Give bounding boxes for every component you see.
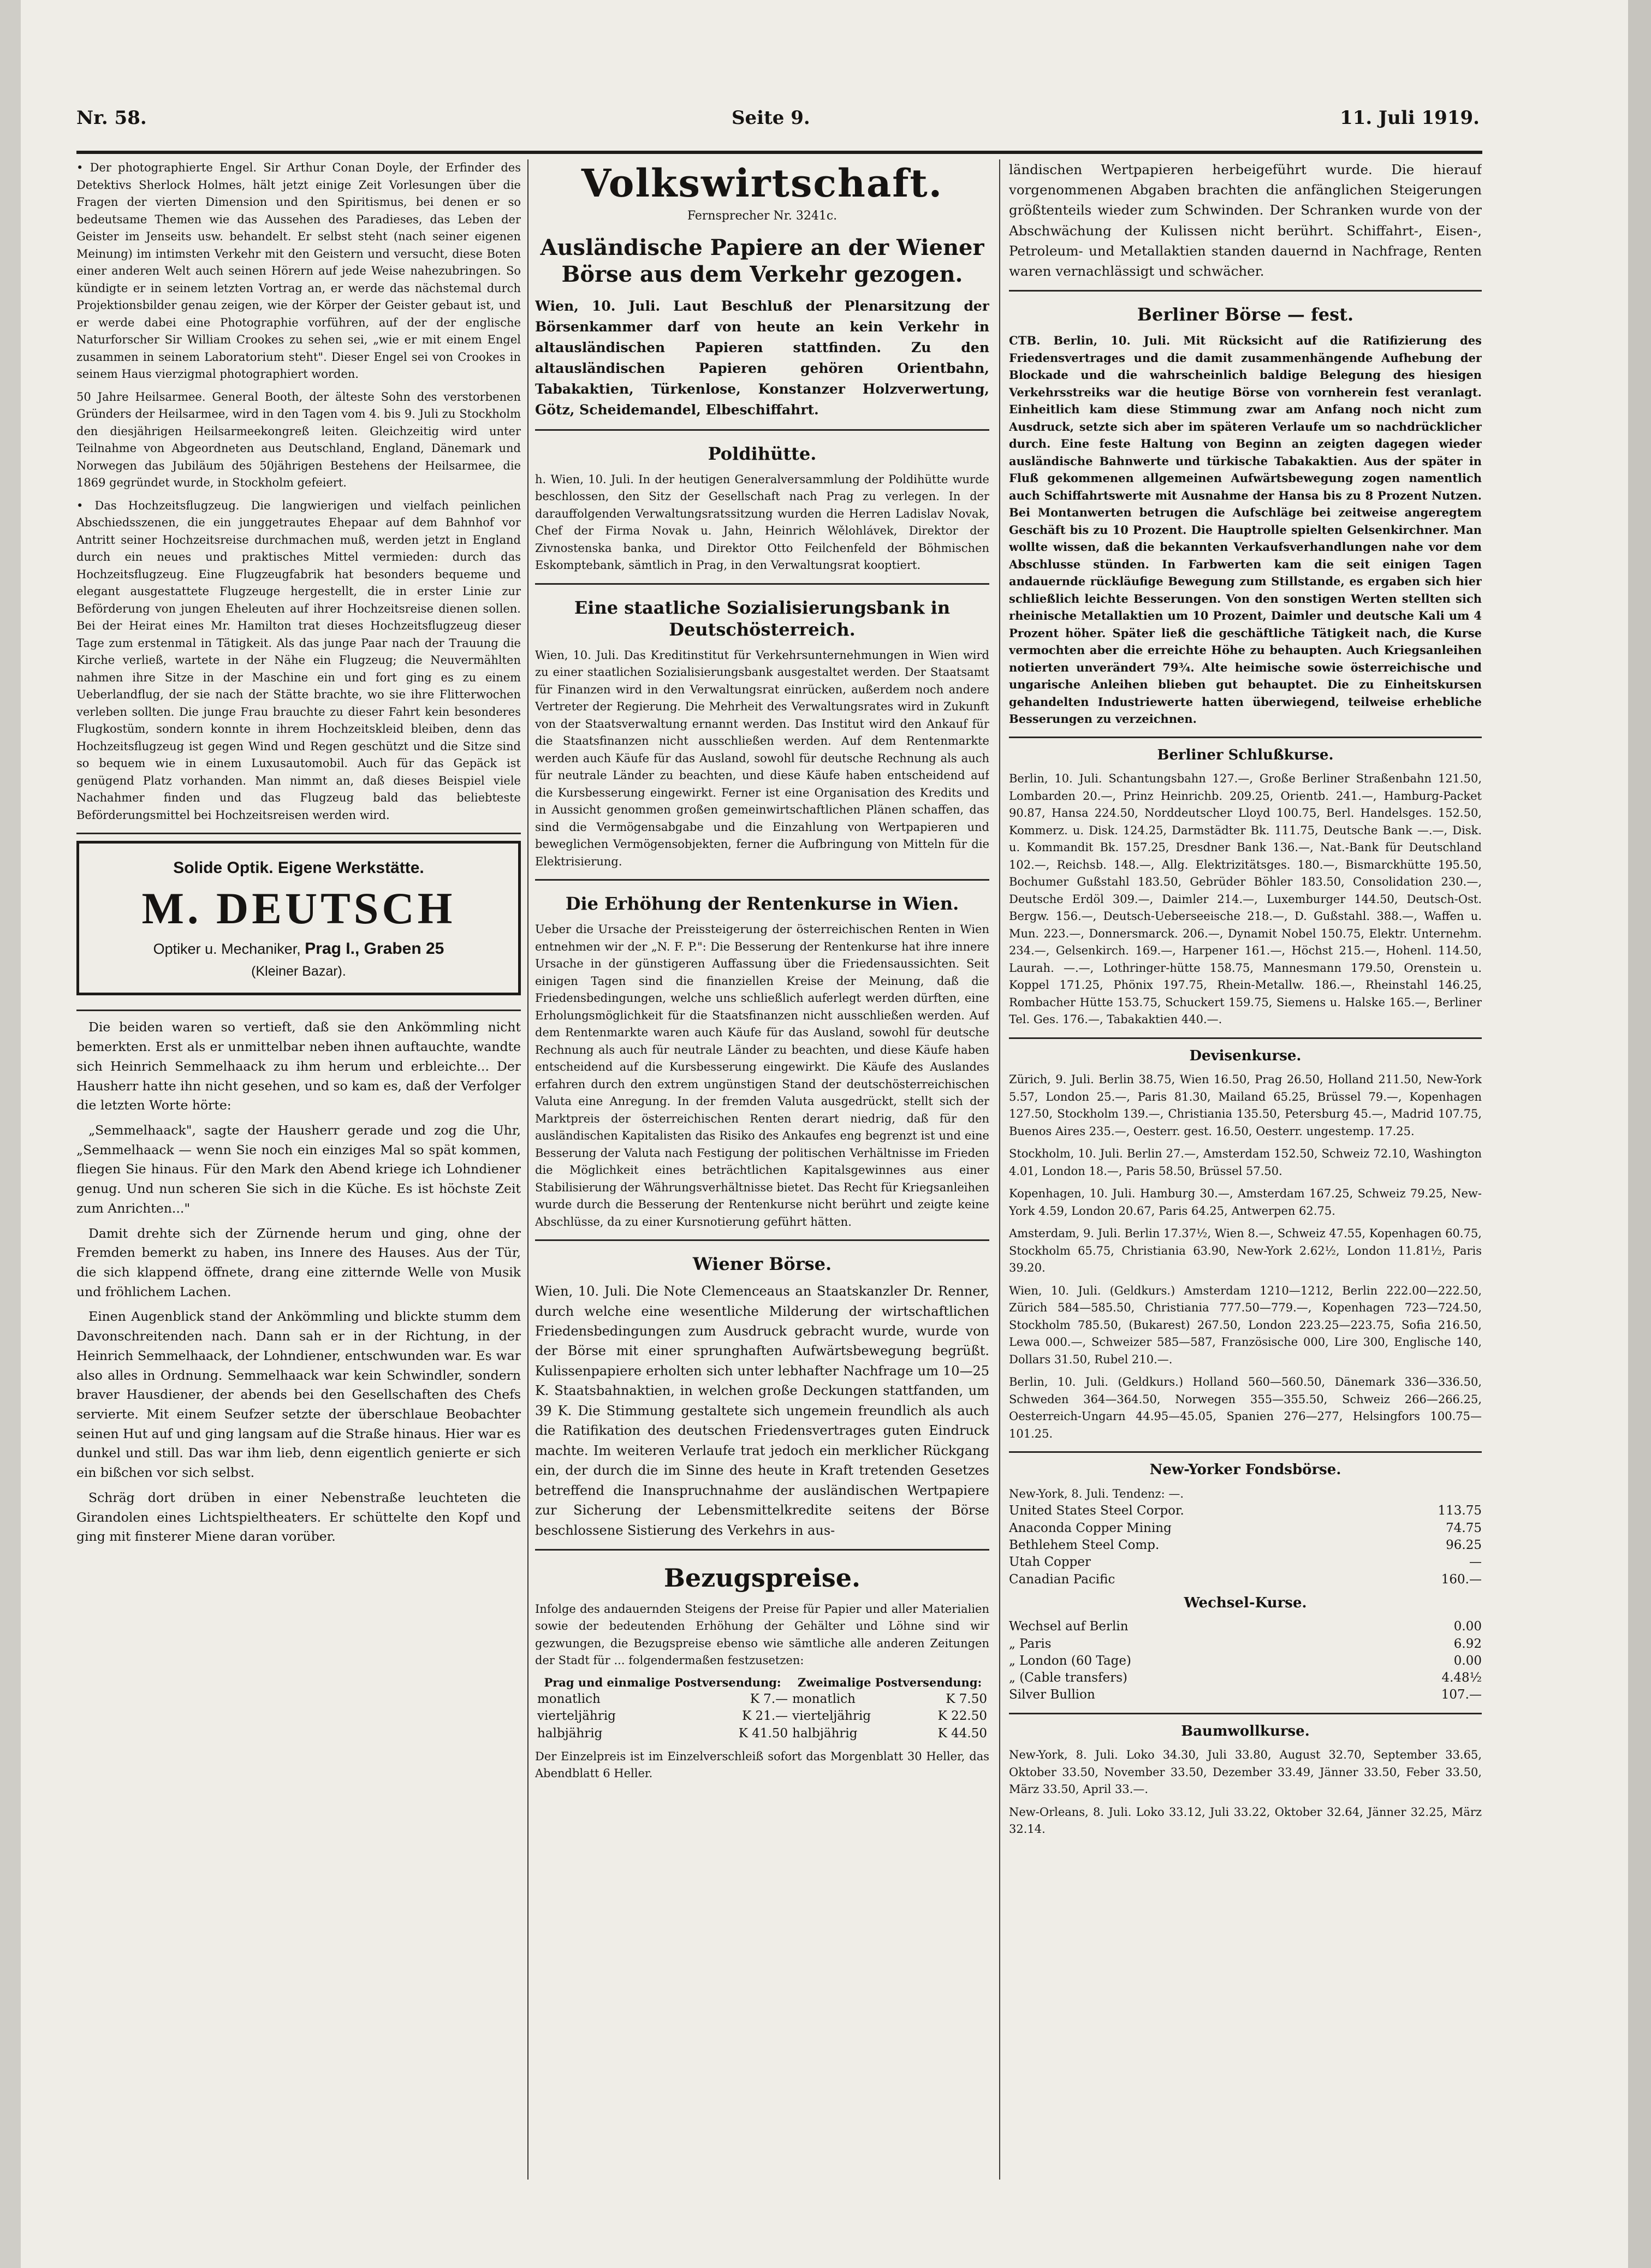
section-rule [76, 833, 521, 834]
article-sozialisierungsbank: Wien, 10. Juli. Das Kreditinstitut für Verkehrsunternehmungen in Wien wird zu einer staatlichen Sozialisierungsbank ausgestaltet werden. Der Staatsamt für Finanzen wird in den Verwaltungsrat einrücken, außerdem noch andere Vertreter der Regierung. Die Mehrheit des Verwaltungsrates wird in Zukunft von der Staatsverwaltung ernannt werden. Das Institut wird den Ankauf für die Staatsfinanzen nicht ausschließen werden. Auf dem Rentenmarkte werden auch Käufe für das Ausland, sowohl für deutsche Rechnung als auch für neutrale Länder zu beachten, und diese Käufe haben entscheidend auf die Kursbesserung eingewirkt. Ferner ist eine Organisation des Kredits und in Aussicht genommen großen gemeinwirtschaftlichen Plänen schaffen, das sind die Vermögensabgabe und die Einzahlung von Wertpapieren und beweglichen Vermögensobjekten, ferner die Aufbringung von Mitteln für die Elektrisierung. [535, 648, 989, 868]
headline-bezugspreise: Bezugspreise. [663, 1563, 861, 1593]
devisen-wien: Wien, 10. Juli. (Geldkurs.) Amsterdam 1210—1212, Berlin 222.00—222.50, Zürich 584—585.50, Christiania 777.50—779.—, Kopenhagen 723—724.50, Stockholm 785.50, (Bukarest) 267.50, London 223.25—223.75, Sofia 216.50, Lewa 000.—, Schweizer 585—587, Französische 000, Lire 300, Englische 140, Dollars 31.50, Rubel 210.—. [1009, 1284, 1482, 1366]
cotton-new-orleans: New-Orleans, 8. Juli. Loko 33.12, Juli 33.22, Oktober 32.64, Jänner 32.25, März 32.14. [1009, 1805, 1482, 1836]
section-rule [535, 1549, 989, 1551]
header-rule [76, 151, 1482, 154]
story-paragraph: Schräg dort drüben in einer Nebenstraße leuchteten die Girandolen eines Lichtspieltheaters. Er schüttelte den Kopf und ging mit finsterer Miene daran vorüber. [76, 1489, 521, 1545]
table-row: Bethlehem Steel Comp. 96.25 [1009, 1537, 1482, 1552]
ad-company-name: M. DEUTSCH [141, 883, 456, 933]
article-wiener-boerse: Wien, 10. Juli. Die Note Clemenceaus an Staatskanzler Dr. Renner, durch welche eine wesentliche Milderung der wirtschaftlichen Friedensbedingungen zum Ausdruck gebracht wurde, wurde von der Börse mit einer sprunghaften Aufwärtsbewegung begrüßt. Kulissenpapiere erholten sich unter lebhafter Nachfrage um 10—25 K. Staatsbahnaktien, in welchen große Deckungen stattfanden, um 39 K. Die Stimmung gestaltete sich ungemein freundlich als auch die Ratifikation des deutschen Friedensvertrages guten Eindruck machte. Im weiteren Verlaufe trat jedoch ein merklicher Rückgang ein, der durch die im Sinne des heute in Kraft tretenden Gesetzes betreffend die Inanspruchnahme der ausländischen Wertpapiere zur Sicherung der Lebensmittelkredite seitens der Börse beschlossene Sistierung des Verkehrs in aus- [535, 1284, 989, 1538]
story-paragraph: Einen Augenblick stand der Ankömmling und blickte stumm dem Davonschreitenden nach. Dann sah er in der Richtung, in der Heinrich Semmelhaack, der Lohndiener, entschwunden war. Es war also alles in Ordnung. Semmelhaack war kein Schwindler, sondern braver Hausdiener, der abends bei den Gesellschaften des Chefs servierte. Mit einem Seufzer setzte der überschlaue Beobachter seinen Hut auf und ging langsam auf die Straße hinaus. Hier war es dunkel und still. Das war ihm lieb, denn eigentlich genierte er sich ein bißchen vor sich selbst. [76, 1309, 521, 1481]
subscription-price-table [535, 1675, 989, 1743]
column-middle [535, 159, 989, 2190]
headline-auslaendische-papiere: Ausländische Papiere an der Wiener Börse aus dem Verkehr gezogen. [540, 234, 984, 287]
devisen-kopenhagen: Kopenhagen, 10. Juli. Hamburg 30.—, Amsterdam 167.25, Schweiz 79.25, New-York 4.59, London 20.67, Paris 64.25, Antwerpen 62.75. [1009, 1187, 1482, 1218]
table-row: „ Paris 6.92 [1009, 1636, 1482, 1651]
section-rule [535, 879, 989, 881]
column-separator-1 [527, 159, 528, 2180]
article-engel: • Der photographierte Engel. Sir Arthur Conan Doyle, der Erfinder des Detektivs Sherlock Holmes, hält jetzt einige Zeit Vorlesungen über die Fragen der vierten Dimension und den Spiritismus, bei denen er so bedeutsame Themen wie das Aussehen des Paradieses, das Leben der Geister im Jenseits usw. behandelt. Er selbst steht (nach seiner eigenen Meinung) im intimsten Verkehr mit den Geistern und versucht, diese Boten einer anderen Welt auch seinen Hörern auf jede Weise nahezubringen. So kündigte er in seinem letzten Vortrag an, er werde das nächstemal durch Projektionsbilder genau zeigen, wie der Körper der Geister gebaut ist, und er werde dabei eine Photographie vorführen, auf der der englische Naturforscher Sir William Crookes zu sehen sei, „wie er mit einem Engel zusammen in seinem Laboratorium steht". Dieser Engel sei von Crookes in seinem Haus vierzigmal photographiert worden. [76, 161, 521, 381]
headline-berliner-schlusskurse: Berliner Schlußkurse. [1157, 746, 1334, 763]
section-rule [76, 1010, 521, 1011]
table-row: „ (Cable transfers) 4.48½ [1009, 1671, 1482, 1685]
section-rule [1009, 737, 1482, 738]
article-hochzeitsflugzeug: • Das Hochzeitsflugzeug. Die langwierigen und vielfach peinlichen Abschiedsszenen, die ein junggetrautes Ehepaar auf dem Bahnhof vor Antritt seiner Hochzeitsreise durchmachen muß, werden jetzt in England durch ein neues und praktisches Mittel vermieden: durch das Hochzeitsflugzeug. Eine Flugzeugfabrik hat besonders bequeme und elegant ausgestattete Flugzeuge hergestellt, die in erster Linie zur Beförderung von jungen Eheleuten auf ihrer Hochzeitsreise dienen sollen. Bei der Heirat eines Mr. Hamilton trat dieses Hochzeitsflugzeug dieser Tage zum erstenmal in Tätigkeit. Als das junge Paar nach der Trauung die Kirche verließ, wartete in der Nähe ein Flugzeug; die Neuvermählten nahmen ihre Sitze in der Maschine ein und fort ging es zu einem Ueberlandflug, der sie nach der Stätte brachte, wo sie ihre Flitterwochen verleben sollten. Die junge Frau brauchte zu dieser Fahrt kein besonderes Flugkostüm, sondern konnte in ihrem Hochzeitskleid bleiben, denn das Hochzeitsflugzeug ist gegen Wind und Regen geschützt und die Sitze sind so bequem wie in einem Luxusautomobil. Auch für das Gepäck ist genügend Platz vorhanden. Man nimmt an, daß dieses Beispiel viele Nachahmer finden und das Flugzeug bald das beliebteste Beförderungsmittel bei Hochzeitsreisen werden wird. [76, 498, 521, 822]
headline-sozialisierungsbank: Eine staatliche Sozialisierungsbank in Deutschösterreich. [574, 597, 951, 640]
devisen-zuerich: Zürich, 9. Juli. Berlin 38.75, Wien 16.50, Prag 26.50, Holland 211.50, New-York 5.57, London 25.—, Paris 81.30, Mailand 65.25, Brüssel 79.—, Kopenhagen 127.50, Stockholm 139.—, Christiania 135.50, Petersburg 45.—, Madrid 107.75, Buenos Aires 235.—, Oesterr. gest. 16.50, Oesterr. ungestemp. 17.25. [1009, 1073, 1482, 1138]
ny-date-line: New-York, 8. Juli. Tendenz: —. [1009, 1487, 1184, 1500]
headline-baumwollkurse: Baumwollkurse. [1181, 1723, 1310, 1739]
headline-wechsel-kurse: Wechsel-Kurse. [1184, 1594, 1307, 1611]
article-auslaendische-papiere: Wien, 10. Juli. Laut Beschluß der Plenarsitzung der Börsenkammer darf von heute an kein Verkehr in altausländischen Papieren stattfinden. Zu den altausländischen Papieren gehören Orientbahn, Tabakaktien, Türkenlose, Konstanzer Holzverwertung, Götz, Scheidemandel, Elbeschiffahrt. [535, 298, 989, 418]
devisen-berlin: Berlin, 10. Juli. (Geldkurs.) Holland 560—560.50, Dänemark 336—336.50, Schweden 364—364.50, Norwegen 355—355.50, Schweiz 266—266.25, Oesterreich-Ungarn 44.95—45.05, Spanien 276—277, Helsingfors 100.75—101.25. [1009, 1375, 1482, 1440]
section-rule [1009, 1713, 1482, 1714]
section-rule [1009, 1451, 1482, 1453]
column-right [1009, 159, 1482, 2190]
table-row: Utah Copper — [1009, 1555, 1482, 1570]
ad-address: Optiker u. Mechaniker, Prag I., Graben 25 [153, 939, 444, 958]
table-row: „ London (60 Tage) 0.00 [1009, 1653, 1482, 1668]
story-paragraph: Die beiden waren so vertieft, daß sie den Ankömmling nicht bemerkten. Erst als er unmittelbar neben ihnen auftauchte, wandte sich Heinrich Semmelhaack zu ihm herum und erbleichte... Der Hausherr hatte ihn nicht gesehen, und so kam es, daß der Verfolger die letzten Worte hörte: [76, 1019, 521, 1113]
devisen-amsterdam: Amsterdam, 9. Juli. Berlin 17.37½, Wien 8.—, Schweiz 47.55, Kopenhagen 60.75, Stockholm 65.75, Christiania 63.90, New-York 2.62½, London 11.81½, Paris 39.20. [1009, 1227, 1482, 1275]
article-wiener-boerse-continued: ländischen Wertpapieren herbeigeführt wurde. Die hierauf vorgenommenen Abgaben brachten die anfänglichen Steigerungen größtenteils wieder zum Schwinden. Der Schranken wurde von der Abschwächung der Kulissen nicht berührt. Schiffahrt-, Eisen-, Petroleum- und Metallaktien standen dauernd in Nachfrage, Renten waren vernachlässigt und schwächer. [1009, 162, 1482, 280]
table-row: United States Steel Corpor. 113.75 [1009, 1504, 1482, 1518]
story-paragraph: Damit drehte sich der Zürnende herum und ging, ohne der Fremden bemerkt zu haben, ins Innere des Hauses. Aus der Tür, die sich klappend öffnete, drang eine zitternde Welle von Musik und fröhlichem Lachen. [76, 1225, 521, 1299]
table-row: Canadian Pacific 160.— [1009, 1572, 1482, 1587]
section-rule [1009, 1037, 1482, 1039]
ad-location: (Kleiner Bazar). [251, 964, 346, 979]
article-berliner-boerse: CTB. Berlin, 10. Juli. Mit Rücksicht auf die Ratifizierung des Friedensvertrages und die damit zusammenhängende Aufhebung der Blockade und die wahrscheinlich baldige Belegung des hiesigen Verkehrsstreiks war die heutige Börse von vornherein fest veranlagt. Einheitlich kam diese Stimmung zwar am Anfang noch nicht zum Ausdruck, setzte sich aber im späteren Verlaufe um so nachdrücklicher durch. Eine feste Haltung von Beginn an zeigten dagegen wieder ausländische Bahnwerte und türkische Tabakaktien. Aus der später in Fluß gekommenen allgemeinen Aufwärtsbewegung zogen namentlich auch Schiffahrtswerte mit Ausnahme der Hansa bis zu 8 Prozent Nutzen. Bei Montanwerten betrugen die Aufschläge bei zeitweise angeregtem Geschäft bis zu 10 Prozent. Die Hauptrolle spielten Gelsenkirchner. Man wollte wissen, daß die bekannten Verkaufsverhandlungen nahe vor dem Abschlusse stünden. In Farbwerten kam die seit einigen Tagen andauernde rückläufige Bewegung zum Stillstande, es ergaben sich hier schließlich leichte Besserungen. Von den sonstigen Werten stellten sich rheinische Metallaktien um 10 Prozent, Daimler und deutsche Kali um 4 Prozent höher. Später ließ die geschäftliche Tätigkeit nach, die Kurse vermochten aber die erreichte Höhe zu behaupten. Auch Kriegsanleihen notierten unverändert 79¾. Alte heimische sowie österreichische und ungarische Anleihen blieben gut behauptet. Die zu Einheitskursen gehandelten Industriewerte hatten überwiegend, teilweise erhebliche Besserungen zu verzeichnen. [1009, 334, 1482, 726]
headline-devisenkurse: Devisenkurse. [1189, 1047, 1302, 1064]
page-edge-left [0, 0, 21, 2268]
article-berliner-schlusskurse: Berlin, 10. Juli. Schantungsbahn 127.—, Große Berliner Straßenbahn 121.50, Lombarden 20.—, Prinz Heinrichb. 209.25, Orientb. 241.—, Hamburg-Packet 90.87, Hansa 224.50, Norddeutscher Lloyd 100.75, Berl. Handelsges. 152.50, Kommerz. u. Disk. 124.25, Darmstädter Bk. 111.75, Deutsche Bank —.—, Disk. u. Kommandit Bk. 157.25, Dresdner Bank 136.—, Nat.-Bank für Deutschland 102.—, Reichsb. 148.—, Allg. Elektrizitätsges. 180.—, Bismarckhütte 195.50, Bochumer Gußstahl 183.50, Gebrüder Böhler 183.50, Consolidation 230.—, Deutsche Erdöl 309.—, Daimler 214.—, Luxemburger 144.50, Deutsch-Ost. Bergw. 156.—, Deutsch-Ueberseeische 218.—, D. Gußstahl. 388.—, Waffen u. Mun. 223.—, Donnersmarck. 206.—, Dynamit Nobel 150.75, Elektr. Unternehm. 234.—, Gelsenkirch. 169.—, Harpener 161.—, Höchst 215.—, Hohenl. 114.50, Laurah. —.—, Lothringer-hütte 158.75, Mannesmann 179.50, Orenstein u. Koppel 171.25, Phönix 197.75, Rhein-Metallw. 186.—, Rheinstahl 146.25, Rombacher Hütte 153.75, Schuckert 159.75, Siemens u. Halske 165.—, Berliner Tel. Ges. 176.—, Tabakaktien 440.—. [1009, 772, 1482, 1026]
article-heilsarmee: 50 Jahre Heilsarmee. General Booth, der älteste Sohn des verstorbenen Gründers der Heilsarmee, wird in den Tagen vom 4. bis 9. Juli zu Stockholm den diesjährigen Heilsarmeekongreß leiten. Gleichzeitig wird unter Teilnahme von Abgeordneten aus Deutschland, England, Dänemark und Norwegen das Jubiläum des 50jährigen Bestehens der Heilsarmee, die 1869 gegründet wurde, in Stockholm gefeiert. [76, 390, 521, 489]
table-row: Wechsel auf Berlin 0.00 [1009, 1619, 1482, 1634]
section-rule [1009, 290, 1482, 292]
table-row: Silver Bullion 107.— [1009, 1688, 1482, 1702]
exchange-rate-table [1009, 1618, 1482, 1703]
headline-rentenkurse: Die Erhöhung der Rentenkurse in Wien. [565, 893, 959, 915]
issue-number: Nr. 58. [76, 107, 147, 129]
page-header [76, 107, 1480, 140]
column-left [76, 159, 521, 2180]
section-rule [535, 1239, 989, 1241]
section-rule [535, 429, 989, 431]
cotton-new-york: New-York, 8. Juli. Loko 34.30, Juli 33.80, August 32.70, September 33.65, Oktober 33.50, November 33.50, Dezember 33.49, Jänner 33.50, Feber 33.50, März 33.50, April 33.—. [1009, 1748, 1482, 1796]
phone-number: Fernsprecher Nr. 3241c. [687, 209, 838, 223]
article-bezugspreise: Infolge des andauernden Steigens der Preise für Papier und aller Materialien sowie der bedeutenden Erhöhung der Gehälter und Löhne sind wir gezwungen, die Bezugspreise ebenso wie sämtliche alle anderen Zeitungen der Stadt für ... folgendermaßen festzusetzen: [535, 1602, 989, 1667]
page-number: Seite 9. [732, 107, 810, 129]
headline-wiener-boerse: Wiener Börse. [692, 1254, 832, 1275]
price-row: vierteljährig K 21.— vierteljährig K 22.50 [537, 1709, 987, 1724]
price-header-right: Zweimalige Postversendung: [797, 1675, 982, 1689]
headline-new-yorker-fondsboerse: New-Yorker Fondsbörse. [1149, 1462, 1341, 1479]
article-rentenkurse: Ueber die Ursache der Preissteigerung der österreichischen Renten in Wien entnehmen wir der „N. F. P.": Die Besserung der Rentenkurse hat ihre innere Ursache in der günstigeren Auffassung über die Friedensaussichten. Seit einigen Tagen sind die finanziellen Kreise der Meinung, daß die Friedensbedingungen, welche uns schließlich auferlegt werden dürften, eine Erholungsmöglichkeit für die Staatsfinanzen nicht ausschließen werden. Auf dem Rentenmarkte waren auch Käufe für das Ausland, sowohl für deutsche Rechnung als auch für neutrale Länder zu beachten, und diese Käufe haben entscheidend auf die Kursbesserung eingewirkt. Die Käufe des Auslandes erfahren durch den extrem ungünstigen Stand der deutschösterreichischen Valuta eine Anregung. In der fremden Valuta ausgedrückt, stellt sich der Marktpreis der österreichischen Renten derart niedrig, daß für den ausländischen Kapitalisten das Risiko des Ankaufes eng begrenzt ist und eine Besserung der Valuta nach Festigung der politischen Verhältnisse im Frieden die Möglichkeit eines beträchtlichen Kapitalsgewinnes aus einer Stabilisierung der Währungsverhältnisse bietet. Das Recht für Kriegsanleihen wurde durch die Besserung der Rentenkurse nicht berührt und zeigte keine Abschlüsse, da zu einer Kursnotierung geführt hätten. [535, 923, 989, 1228]
headline-poldihuette: Poldihütte. [708, 443, 817, 464]
price-row: halbjährig K 41.50 halbjährig K 44.50 [537, 1726, 987, 1741]
article-poldihuette: h. Wien, 10. Juli. In der heutigen Generalversammlung der Poldihütte wurde beschlossen, den Sitz der Gesellschaft nach Prag zu verlegen. In der darauffolgenden Verwaltungsratssitzung wurden die Herren Ladislav Novak, Chef der Firma Novak u. Jahn, Heinrich Wělohlávek, Direktor der Zivnostenska banka, und Direktor Otto Feilchenfeld der Böhmischen Eskomptebank, sämtlich in Prag, in den Verwaltungsrat kooptiert. [535, 472, 989, 572]
section-rule [535, 583, 989, 585]
price-header-left: Prag und einmalige Postversendung: [544, 1675, 781, 1689]
issue-date: 11. Juli 1919. [1340, 107, 1480, 129]
advertisement-deutsch [76, 841, 521, 995]
price-row: monatlich K 7.— monatlich K 7.50 [537, 1691, 987, 1706]
page-edge-right [1628, 0, 1651, 2268]
devisen-stockholm: Stockholm, 10. Juli. Berlin 27.—, Amsterdam 152.50, Schweiz 72.10, Washington 4.01, London 18.—, Paris 58.50, Brüssel 57.50. [1009, 1147, 1482, 1178]
ad-slogan: Solide Optik. Eigene Werkstätte. [173, 859, 424, 877]
table-row: Anaconda Copper Mining 74.75 [1009, 1521, 1482, 1535]
section-title: Volkswirtschaft. [581, 161, 943, 206]
story-paragraph: „Semmelhaack", sagte der Hausherr gerade und zog die Uhr, „Semmelhaack — wenn Sie noch ein einziges Mal so spät kommen, fliegen Sie hinaus. Für den Mark den Abend kriege ich Lohndiener genug. Und nun scheren Sie sich in die Küche. Es ist höchste Zeit zum Anrichten..." [76, 1122, 521, 1216]
headline-berliner-boerse: Berliner Börse — fest. [1137, 304, 1354, 325]
ny-stock-table [1009, 1503, 1482, 1588]
single-copy-price: Der Einzelpreis ist im Einzelverschleiß sofort das Morgenblatt 30 Heller, das Abendblatt 6 Heller. [535, 1749, 989, 1780]
column-separator-2 [999, 159, 1000, 2180]
